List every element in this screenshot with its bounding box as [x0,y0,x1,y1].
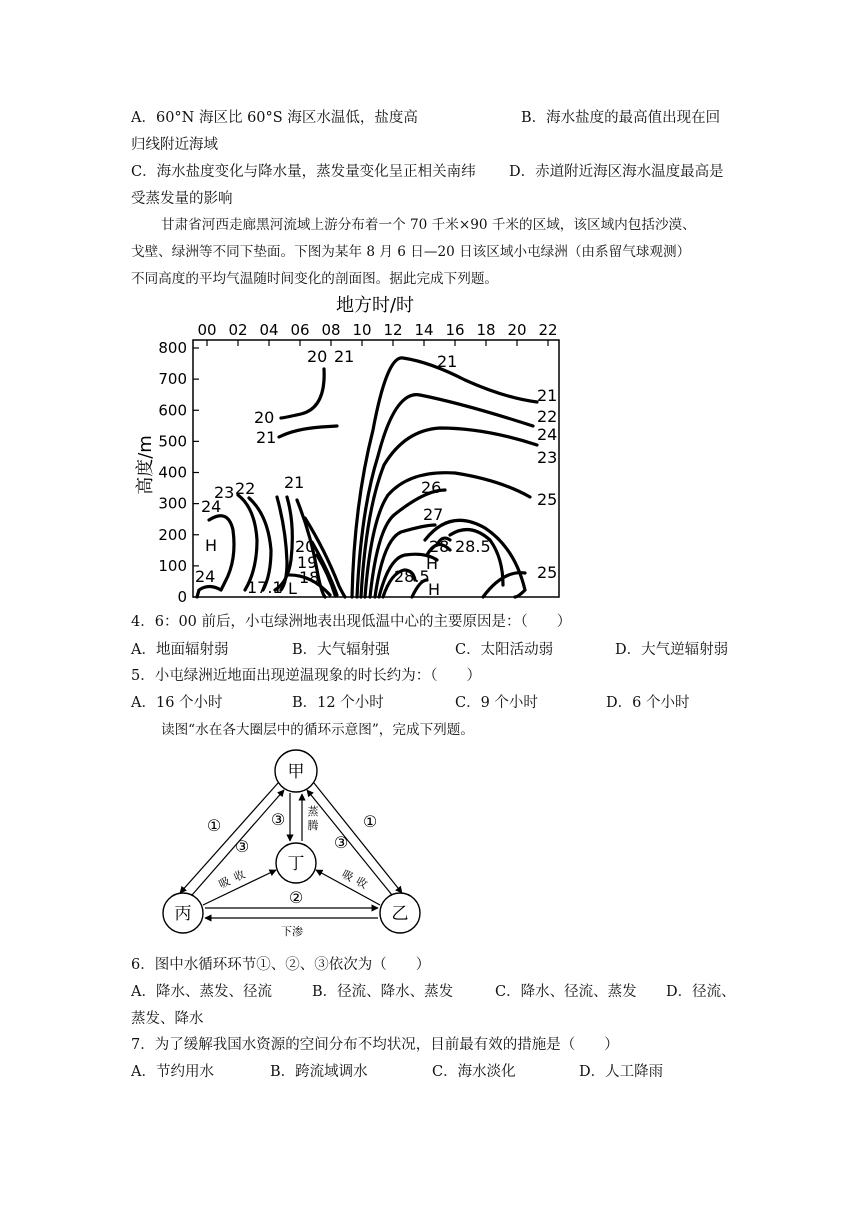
x-tick-label: 20 [507,321,527,339]
label-absorb-right-1: 吸 [339,867,356,885]
x-tick-label: 18 [476,321,496,339]
x-tick-label: 08 [321,321,341,339]
label-ding: 丁 [287,854,305,874]
prev-option-d-cont: 受蒸发量的影响 [131,191,233,207]
label-27: 27 [423,505,444,524]
q7-stem: 7．为了缓解我国水资源的空间分布不均状况，目前最有效的措施是（ ） [131,1037,619,1053]
label-infiltrate: 下渗 [281,925,303,938]
q7-option-d[interactable]: D．人工降雨 [579,1064,664,1080]
y-tick-label: 600 [158,401,187,420]
label-23-left: 23 [214,483,235,502]
label-24-right: 24 [537,425,558,444]
x-tick-labels [197,321,557,339]
y-tick-label: 200 [158,525,187,544]
isotherm-lines [197,358,537,597]
x-tick-label: 12 [383,321,403,339]
label-21-mid: 21 [284,473,305,492]
label-21-right: 21 [537,386,558,405]
chart-title: 地方时/时 [335,295,415,316]
x-tick-label: 02 [228,321,248,339]
q6-option-c[interactable]: C．降水、径流、蒸发 [495,984,637,1000]
q5-stem: 5．小屯绿洲近地面出现逆温现象的时长约为：（ ） [131,668,481,684]
label-20-left: 20 [254,408,275,427]
q4-option-c[interactable]: C．太阳活动弱 [455,642,554,658]
label-24-bottom: 24 [195,567,216,586]
x-tick-label: 04 [259,321,279,339]
x-tick-label: 22 [538,321,558,339]
x-tick-label: 16 [445,321,465,339]
q5-option-a[interactable]: A．16 个小时 [131,695,223,711]
label-20-mid: 20 [295,537,316,556]
label-28-5: 28.5 [455,537,491,556]
y-tick-label: 800 [158,339,187,357]
label-high-mid: H [426,554,439,573]
label-28-5-bottom: 28.5 [394,567,430,586]
q5-option-b[interactable]: B．12 个小时 [292,695,384,711]
label-21-top: 21 [334,347,355,366]
q4-option-b[interactable]: B．大气辐射强 [292,642,390,658]
label-20-top: 20 [307,347,328,366]
passage1-line1: 甘肃省河西走廊黑河流域上游分布着一个 70 千米×90 千米的区域，该区域内包括沙漠、 [161,217,696,233]
label-25-right: 25 [537,490,558,509]
label-circle1-right: ① [362,812,378,831]
y-tick-label: 100 [158,556,187,575]
label-evap-2: 腾 [307,819,319,832]
q4-stem: 4．6：00 前后，小屯绿洲地表出现低温中心的主要原因是：（ ） [131,614,572,630]
x-tick-label: 00 [197,321,217,339]
label-23-right: 23 [537,448,558,467]
y-tick-label: 300 [158,494,187,513]
q5-option-d[interactable]: D．6 个小时 [606,695,690,711]
q7-option-a[interactable]: A．节约用水 [131,1064,214,1080]
q6-option-d-cont: 蒸发、降水 [131,1011,204,1027]
y-axis-label: 高度/m [135,435,156,495]
label-absorb-right-2: 收 [353,874,370,892]
passage1-line3: 不同高度的平均气温随时间变化的剖面图。据此完成下列题。 [131,271,499,287]
label-high-left: H [205,536,218,555]
temperature-profile-chart [125,290,585,610]
label-high-bottom: H [428,580,441,599]
passage1-line2: 戈壁、绿洲等不同下垫面。下图为某年 8 月 6 日—20 日该区域小屯绿洲（由系留气球观测） [131,244,691,260]
x-tick-label: 06 [290,321,310,339]
label-21-left: 21 [256,428,277,447]
label-circle1-left: ① [206,816,222,835]
label-jia: 甲 [287,762,305,782]
y-tick-label: 700 [158,370,187,389]
label-24-left: 24 [201,497,222,516]
label-yi: 乙 [391,904,409,924]
label-19: 19 [297,553,318,572]
label-circle3-mid: ③ [270,810,286,829]
q6-option-d[interactable]: D．径流、 [666,984,736,1000]
label-circle3-left: ③ [234,837,250,856]
label-21-peak: 21 [437,352,458,371]
q7-option-b[interactable]: B．跨流域调水 [270,1064,368,1080]
label-18: 18 [299,568,320,587]
q6-option-b[interactable]: B．径流、降水、蒸发 [312,984,454,1000]
label-28: 28 [429,537,450,556]
label-bing: 丙 [174,904,192,924]
label-circle3-right: ③ [333,833,349,852]
y-tick-label: 500 [158,432,187,451]
y-tick-label: 400 [158,463,187,482]
label-absorb-left-2: 收 [231,867,248,885]
q6-option-a[interactable]: A．降水、蒸发、径流 [131,984,272,1000]
label-22-right: 22 [537,407,558,426]
prev-option-b-cont: 归线附近海域 [131,137,218,153]
water-cycle-diagram [150,745,440,945]
label-26: 26 [421,478,442,497]
y-tick-labels [158,339,187,606]
q5-option-c[interactable]: C．9 个小时 [455,695,538,711]
q7-option-c[interactable]: C．海水淡化 [432,1064,516,1080]
q6-stem: 6．图中水循环环节①、②、③依次为（ ） [131,957,431,973]
prev-option-a: A．60°N 海区比 60°S 海区水温低，盐度高 [131,110,418,126]
label-17-1: 17.1 [247,578,283,597]
x-tick-label: 10 [352,321,372,339]
label-absorb-left-1: 吸 [216,874,233,892]
label-25-bottom: 25 [537,563,558,582]
label-circle2: ② [288,888,304,907]
passage2: 读图“水在各大圈层中的循环示意图”，完成下列题。 [161,722,474,738]
x-tick-label: 14 [414,321,434,339]
prev-option-b: B．海水盐度的最高值出现在回 [521,110,721,126]
prev-option-c: C．海水盐度变化与降水量，蒸发量变化呈正相关南纬 [131,164,476,180]
label-low: L [288,579,297,598]
q4-option-a[interactable]: A．地面辐射弱 [131,642,229,658]
label-evap-1: 蒸 [307,805,319,818]
q4-option-d[interactable]: D．大气逆辐射弱 [615,642,729,658]
y-tick-label: 0 [177,588,187,606]
label-22-left: 22 [235,479,256,498]
prev-option-d: D．赤道附近海区海水温度最高是 [509,164,724,180]
